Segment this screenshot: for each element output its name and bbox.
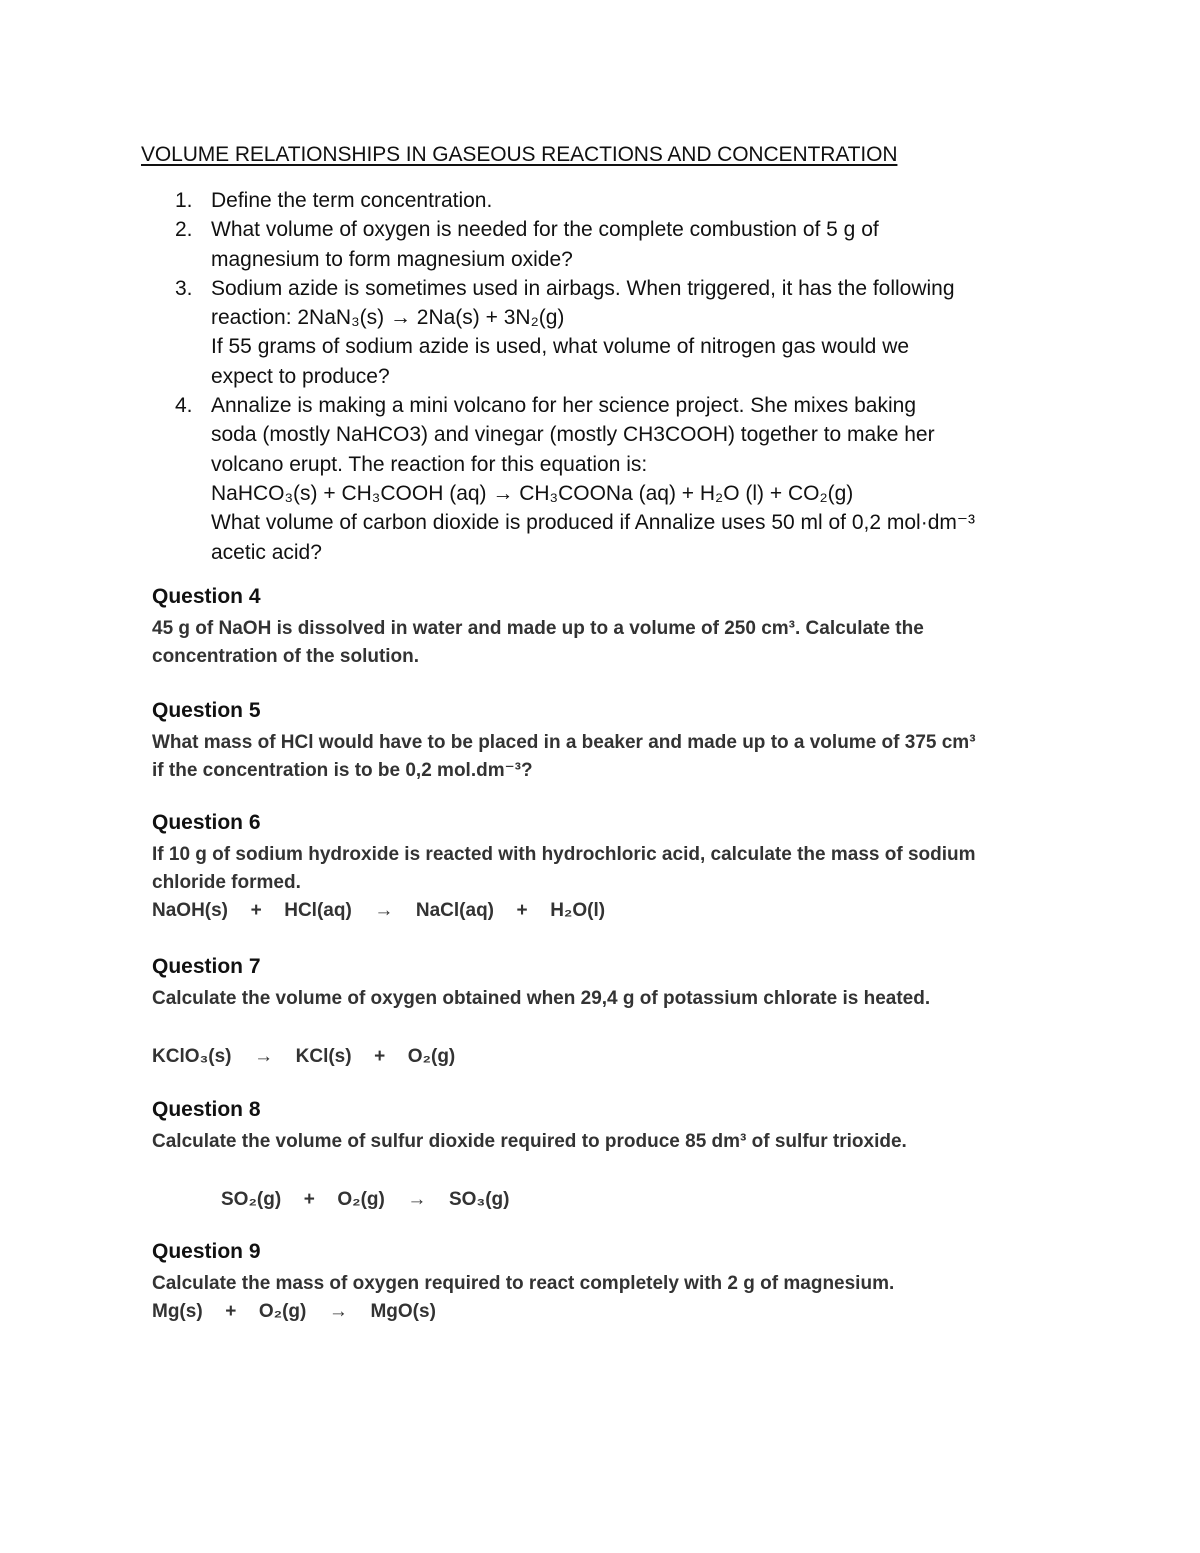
question-block — [152, 584, 924, 671]
list-item — [175, 391, 1085, 567]
list-text-line: What volume of carbon dioxide is produced if Annalize uses 50 ml of 0,2 mol·dm⁻³ — [211, 511, 975, 535]
numbered-question-list — [175, 186, 1085, 567]
reaction-equation: NaHCO₃(s) + CH₃COOH (aq) → CH₃COONa (aq) + H₂O (l) + CO₂(g) — [211, 481, 854, 505]
question-text: What mass of HCl would have to be placed in a beaker and made up to a volume of 375 cm³ — [152, 732, 976, 753]
list-text-line: What volume of oxygen is needed for the complete combustion of 5 g of — [211, 218, 879, 242]
question-text: Calculate the volume of oxygen obtained when 29,4 g of potassium chlorate is heated. — [152, 988, 931, 1009]
reaction-equation: reaction: 2NaN₃(s) → 2Na(s) + 3N₂(g) — [211, 306, 565, 330]
question-block — [152, 954, 930, 1071]
question-block — [152, 698, 976, 785]
question-heading: Question 9 — [152, 1240, 261, 1263]
list-number: 1. — [175, 189, 193, 212]
list-item — [175, 215, 1085, 274]
list-text-line: If 55 grams of sodium azide is used, what volume of nitrogen gas would we — [211, 335, 910, 359]
question-text: concentration of the solution. — [152, 646, 420, 667]
question-heading: Question 8 — [152, 1098, 261, 1121]
reaction-equation: Mg(s) + O₂(g) → MgO(s) — [152, 1301, 436, 1322]
list-text-line: Annalize is making a mini volcano for her science project. She mixes baking — [211, 394, 917, 418]
question-text: If 10 g of sodium hydroxide is reacted with hydrochloric acid, calculate the mass of sodium — [152, 844, 976, 865]
list-text-line: volcano erupt. The reaction for this equation is: — [211, 452, 648, 476]
question-text: if the concentration is to be 0,2 mol.dm⁻³? — [152, 760, 533, 781]
question-heading: Question 6 — [152, 811, 261, 834]
reaction-equation: NaOH(s) + HCl(aq) → NaCl(aq) + H₂O(l) — [152, 900, 606, 921]
question-block — [152, 810, 976, 925]
list-text-line: acetic acid? — [211, 540, 322, 564]
question-text: 45 g of NaOH is dissolved in water and made up to a volume of 250 cm³. Calculate the — [152, 618, 924, 639]
list-item — [175, 274, 1085, 391]
reaction-equation: SO₂(g) + O₂(g) → SO₃(g) — [221, 1189, 510, 1210]
list-text-line: magnesium to form magnesium oxide? — [211, 247, 573, 271]
question-text: chloride formed. — [152, 872, 301, 893]
question-text: Calculate the mass of oxygen required to react completely with 2 g of magnesium. — [152, 1273, 895, 1294]
question-heading: Question 4 — [152, 585, 261, 608]
list-number: 3. — [175, 276, 193, 300]
question-block — [152, 1239, 894, 1326]
question-block — [152, 1097, 907, 1214]
question-heading: Question 5 — [152, 699, 261, 722]
question-text: Calculate the volume of sulfur dioxide required to produce 85 dm³ of sulfur trioxide. — [152, 1131, 907, 1152]
list-number: 4. — [175, 394, 193, 418]
list-text-line: expect to produce? — [211, 364, 390, 388]
list-text-line: Sodium azide is sometimes used in airbags. When triggered, it has the following — [211, 276, 955, 300]
reaction-equation: KClO₃(s) → KCl(s) + O₂(g) — [152, 1046, 456, 1067]
question-heading: Question 7 — [152, 955, 261, 978]
page-title: VOLUME RELATIONSHIPS IN GASEOUS REACTIONS AND CONCENTRATION — [141, 143, 898, 166]
list-text-line: Define the term concentration. — [211, 189, 493, 212]
list-number: 2. — [175, 218, 193, 242]
list-item — [175, 186, 1085, 215]
list-text-line: soda (mostly NaHCO3) and vinegar (mostly CH3COOH) together to make her — [211, 423, 935, 447]
